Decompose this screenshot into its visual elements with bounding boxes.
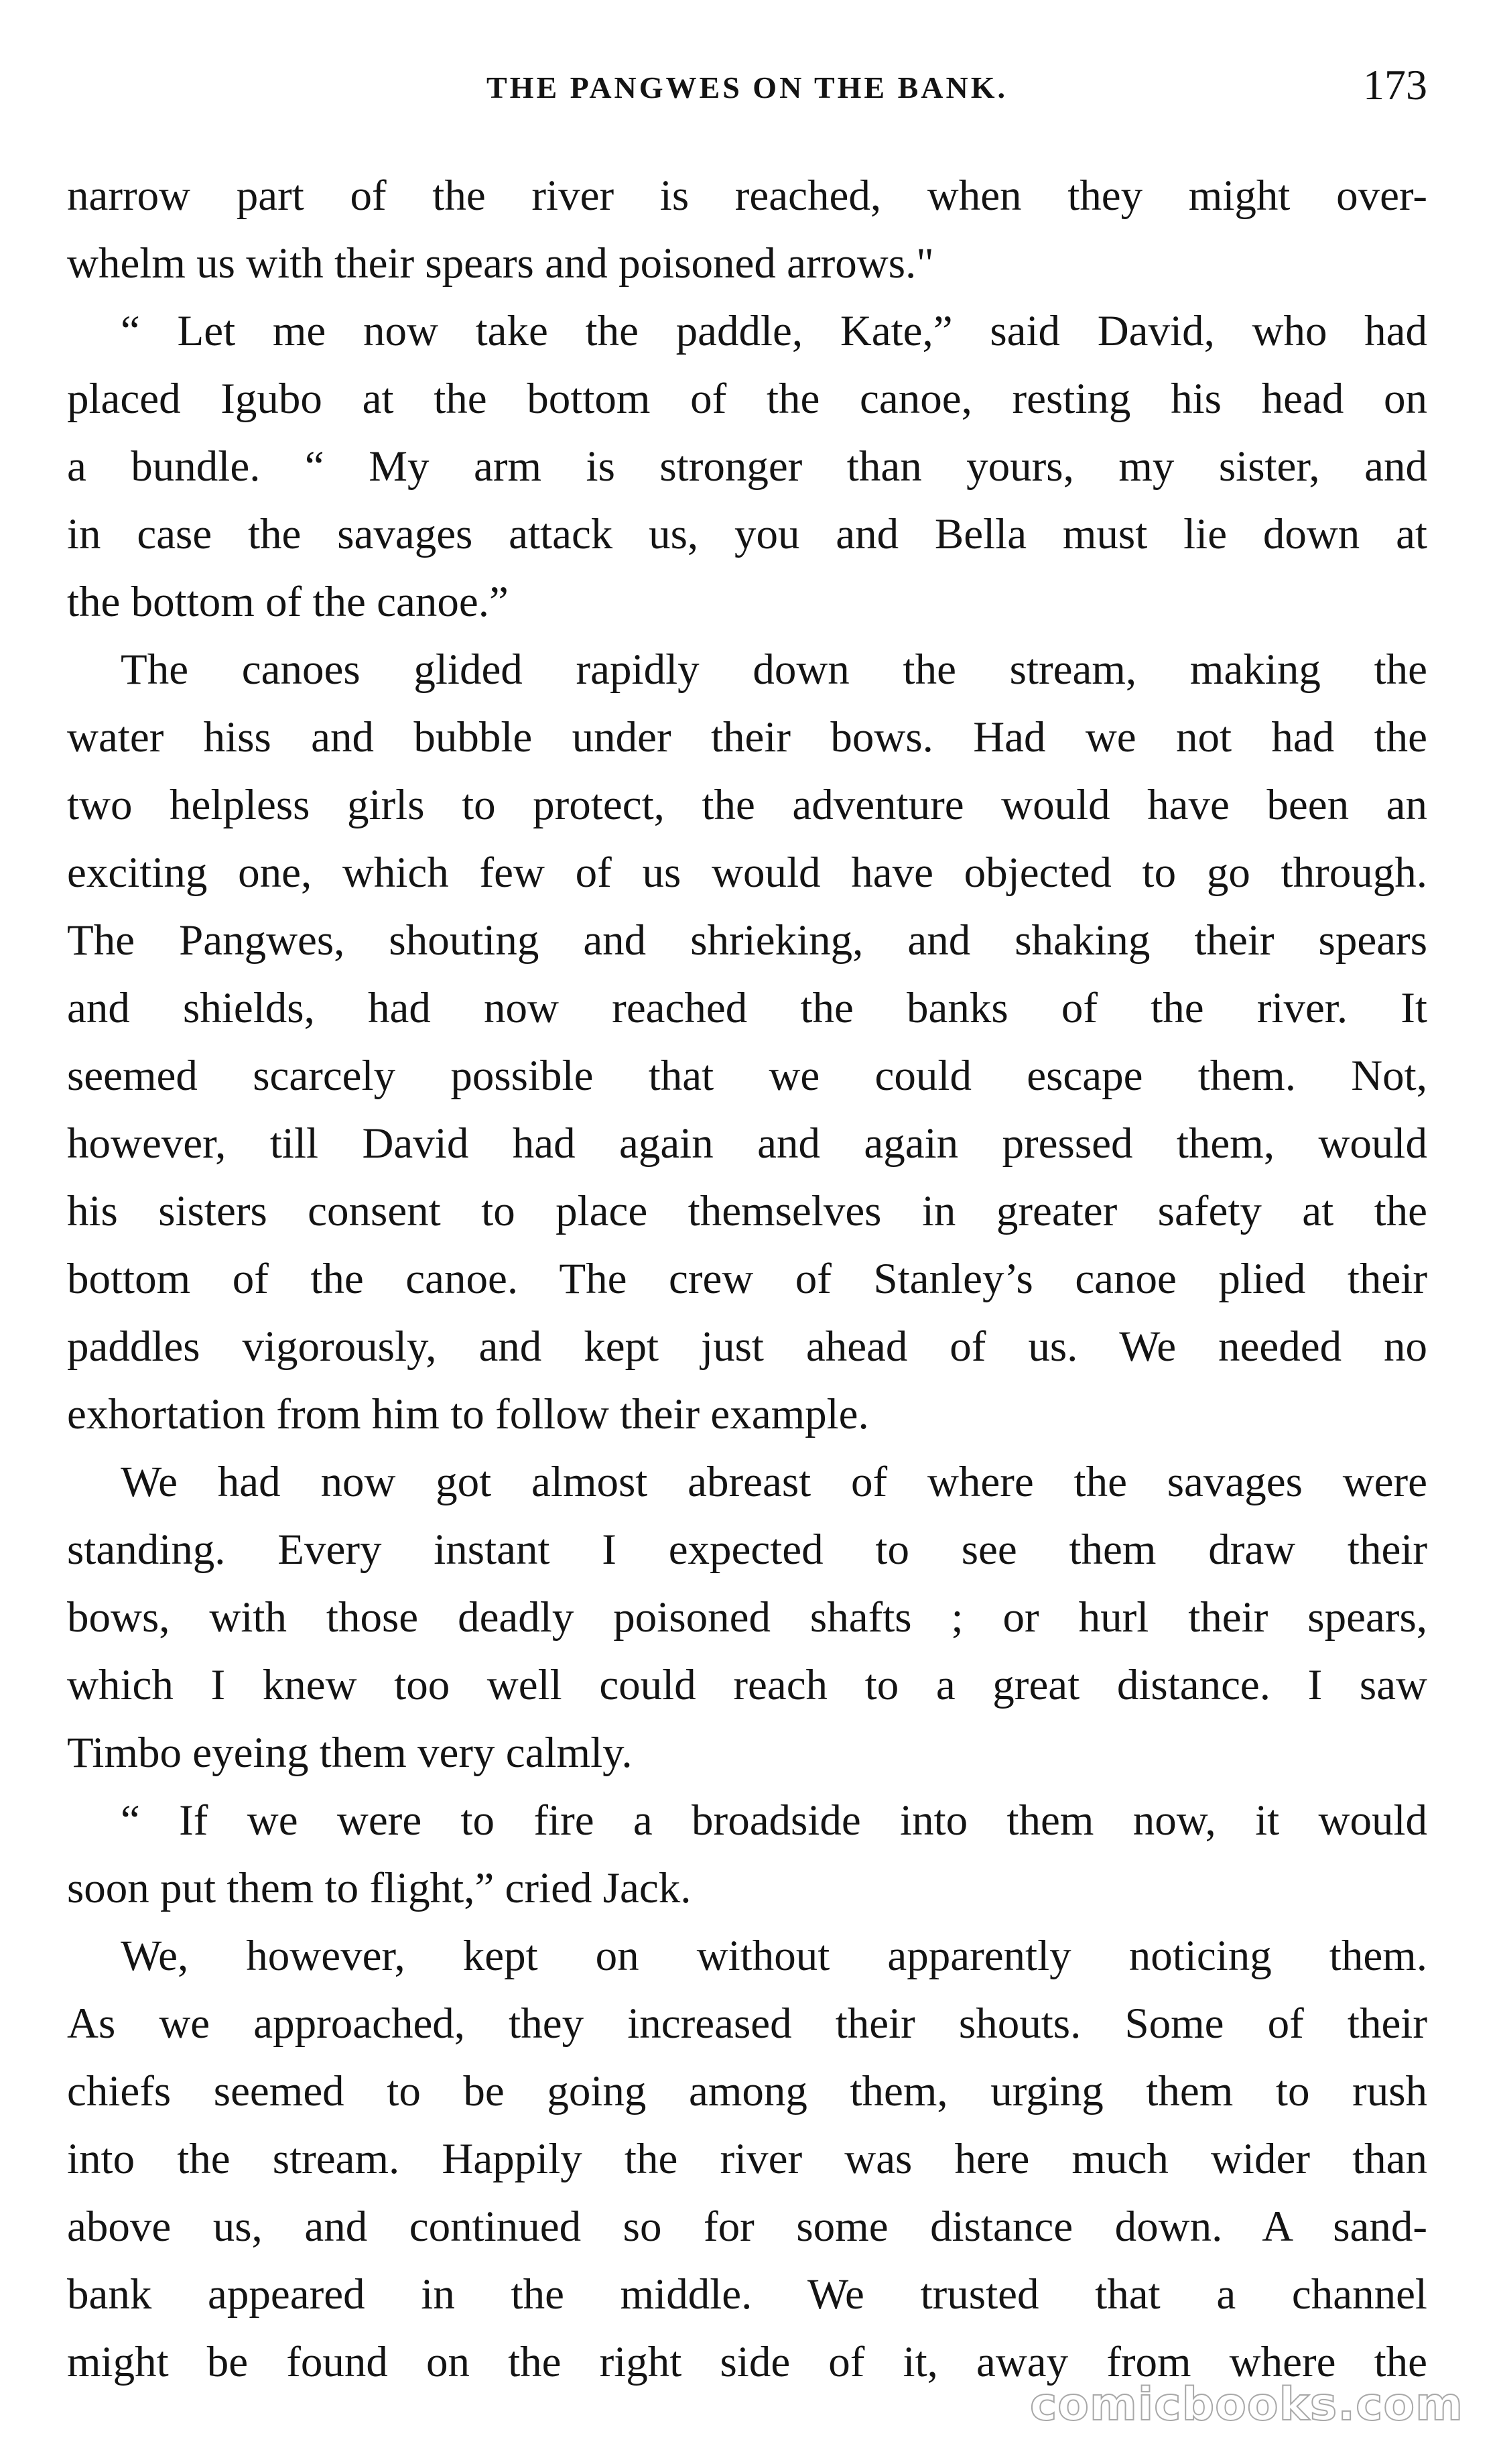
text-line: chiefs seemed to be going among them, urging them to rush bbox=[67, 2067, 1427, 2115]
text-line: whelm us with their spears and poisoned arrows." bbox=[67, 239, 934, 288]
text-line: bows, with those deadly poisoned shafts ; or hurl their spears, bbox=[67, 1593, 1427, 1642]
paragraph bbox=[67, 1787, 1427, 1922]
text-line: in case the savages attack us, you and Bella must lie down at bbox=[67, 510, 1427, 558]
text-line: two helpless girls to protect, the adventure would have been an bbox=[67, 781, 1427, 829]
text-line: narrow part of the river is reached, when they might over- bbox=[67, 172, 1427, 220]
body-text bbox=[67, 162, 1427, 2396]
paragraph bbox=[67, 1922, 1427, 2396]
paragraph bbox=[67, 298, 1427, 636]
text-line: placed Igubo at the bottom of the canoe, resting his head on bbox=[67, 375, 1427, 423]
text-line: might be found on the right side of it, away from where the bbox=[67, 2338, 1427, 2386]
text-line: We, however, kept on without apparently noticing them. bbox=[121, 1932, 1427, 1980]
running-head: THE PANGWES ON THE BANK. bbox=[486, 70, 1008, 105]
text-line: however, till David had again and again pressed them, would bbox=[67, 1119, 1427, 1168]
paragraph bbox=[67, 162, 1427, 298]
text-line: Timbo eyeing them very calmly. bbox=[67, 1729, 633, 1777]
page-number: 173 bbox=[1363, 61, 1427, 109]
paragraph bbox=[67, 636, 1427, 1449]
text-line: above us, and continued so for some distance down. A sand- bbox=[67, 2203, 1427, 2251]
paragraph bbox=[67, 1449, 1427, 1787]
text-line: exhortation from him to follow their example. bbox=[67, 1390, 869, 1438]
text-line: As we approached, they increased their shouts. Some of their bbox=[67, 1999, 1427, 2048]
text-line: soon put them to flight,” cried Jack. bbox=[67, 1864, 692, 1912]
text-line: his sisters consent to place themselves in greater safety at the bbox=[67, 1187, 1427, 1235]
text-line: paddles vigorously, and kept just ahead of us. We needed no bbox=[67, 1322, 1427, 1371]
text-line: bank appeared in the middle. We trusted that a channel bbox=[67, 2270, 1427, 2319]
text-line: which I knew too well could reach to a great distance. I saw bbox=[67, 1661, 1427, 1709]
text-line: seemed scarcely possible that we could escape them. Not, bbox=[67, 1052, 1427, 1100]
text-line: water hiss and bubble under their bows. Had we not had the bbox=[67, 713, 1427, 761]
text-line: bottom of the canoe. The crew of Stanley’s canoe plied their bbox=[67, 1255, 1427, 1303]
text-line: “ Let me now take the paddle, Kate,” said David, who had bbox=[121, 307, 1427, 355]
text-line: standing. Every instant I expected to see them draw their bbox=[67, 1526, 1427, 1574]
text-line: and shields, had now reached the banks of the river. It bbox=[67, 984, 1427, 1032]
watermark-logo: comicbooks.com bbox=[1029, 2378, 1463, 2431]
text-line: exciting one, which few of us would have objected to go through. bbox=[67, 849, 1427, 897]
text-line: the bottom of the canoe.” bbox=[67, 578, 509, 626]
text-line: a bundle. “ My arm is stronger than yours, my sister, and bbox=[67, 442, 1427, 491]
text-line: The Pangwes, shouting and shrieking, and shaking their spears bbox=[67, 916, 1427, 965]
text-line: into the stream. Happily the river was here much wider than bbox=[67, 2135, 1427, 2183]
text-line: The canoes glided rapidly down the stream, making the bbox=[121, 645, 1427, 694]
text-line: “ If we were to fire a broadside into them now, it would bbox=[121, 1796, 1427, 1845]
text-line: We had now got almost abreast of where the savages were bbox=[121, 1458, 1427, 1506]
page-header bbox=[67, 60, 1427, 121]
